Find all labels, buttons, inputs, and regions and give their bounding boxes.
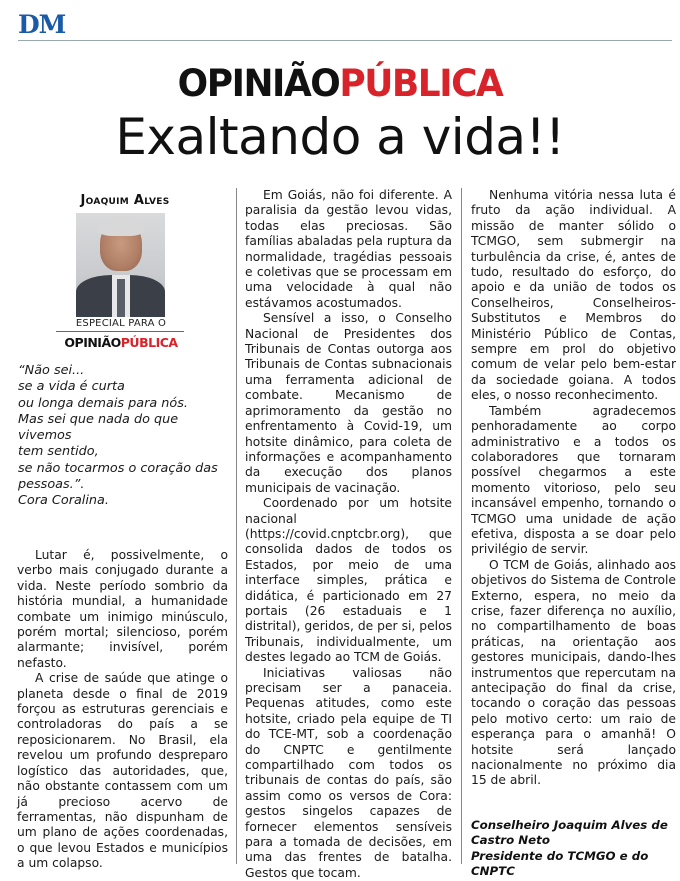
quote-line: Mas sei que nada do que (18, 411, 179, 427)
quote-line: ou longa demais para nós. (18, 395, 188, 411)
quote-attribution: Cora Coralina. (18, 493, 109, 509)
quote-line: “Não sei... (18, 363, 85, 378)
signature-title: Presidente do TCMGO e do CNPTC (471, 848, 649, 879)
paragraph: O TCM de Goiás, alinhado aos objetivos do Sistema de Controle Externo, espera, no meio da crise, fazer diferença no auxílio, no compartilhamento de boas práticas, na orientação aos gestores municipais, dando-lhes instrumentos que repercutam na antecipação do final da crise, tocando o coração das pessoas pelo motivo certo: um raio de esperança para o amanhã! O hotsite será lançado nacionalmente no próximo dia 15 de abril. (471, 557, 676, 788)
article-column-3 (471, 188, 676, 789)
paragraph: Sensível a isso, o Conselho Nacional de Presidentes dos Tribunais de Contas outorga aos Tribunais de Contas subnacionais uma ferramenta adicional de combate. Mecanismo de aprimoramento da gestão no enfrentamento à Covid-19, um hotsite dinâmico, para coleta de informações e acompanhamento da execução dos planos municipais de vacinação. (245, 311, 452, 495)
masthead-logo: DM (18, 10, 66, 39)
quote-line: se a vida é curta (18, 379, 125, 395)
article-column-2 (245, 188, 452, 881)
headline: Exaltando a vida!! (115, 108, 565, 166)
signature-name: Conselheiro Joaquim Alves de Castro Neto (471, 818, 668, 848)
author-signature (471, 818, 676, 880)
mini-logo-part2: PÚBLICA (120, 335, 178, 350)
special-tagline: ESPECIAL PARA O (75, 318, 167, 329)
epigraph-quote (18, 363, 228, 510)
paragraph: A crise de saúde que atinge o planeta desde o final de 2019 forçou as estruturas gerenciais e controladoras do país a se reposicionarem. No Brasil, ela revelou um profundo despreparo logístico das autoridades, que, não obstante contassem com um já precioso acervo de ferramentas, não dispunham de um plano de ações coordenadas, o que levou Estados e municípios a um colapso. (17, 671, 228, 871)
paragraph: Em Goiás, não foi diferente. A paralisia da gestão levou vidas, todas elas preciosas. São famílias abaladas pela ruptura da normalidade, tragédias pessoais e coletivas que se processam em uma velocidade à qual não estávamos acostumados. (245, 188, 452, 310)
author-name: Joaquim Alves (80, 193, 170, 208)
author-photo (76, 213, 165, 317)
section-title (10, 62, 670, 105)
mini-section-logo (56, 335, 186, 350)
column-divider (236, 188, 237, 864)
paragraph: Também agradecemos penhoradamente ao corpo administrativo e a todos os colaboradores que tornaram possível chegarmos a este momento vitorioso, pelo seu incansável empenho, tornando o TCMGO uma unidade de ação efetiva, disposta a se doar pelo privilégio de servir. (471, 403, 676, 557)
section-title-part2: PÚBLICA (339, 62, 503, 105)
tagline-divider (56, 331, 184, 332)
paragraph: Iniciativas valiosas não precisam ser a panaceia. Pequenas atitudes, como este hotsite, criado pela equipe de TI do TCE-MT, sob a coordenação do CNPTC e gentilmente compartilhado com todos os tribunais de contas do país, são assim como os versos de Cora: gestos singelos capazes de fornecer elementos sensíveis para a tomada de decisões, em uma das frentes de batalha. Gestos que tocam. (245, 665, 452, 880)
paragraph: Nenhuma vitória nessa luta é fruto da ação individual. A missão de manter sólido o TCMGO, sem submergir na turbulência da crise, é, antes de tudo, resultado do esforço, do apoio e da união de todos os Conselheiros, Conselheiros-Substitutos e Membros do Ministério Público de Contas, sempre em prol do objetivo comum de velar pelo bem-estar da sociedade goiana. A todos eles, o nosso reconhecimento. (471, 188, 676, 403)
quote-line: vivemos (18, 428, 72, 444)
paragraph: Coordenado por um hotsite nacional (https://covid.cnptcbr.org), que consolida dados de todos os Estados, por meio de uma interface simples, prática e didática, é particionado em 27 portais (26 estaduais e 1 distrital), geridos, de per si, pelos Tribunais, individualmente, um destes legado ao TCM de Goiás. (245, 496, 452, 665)
section-title-part1: OPINIÃO (177, 62, 340, 105)
paragraph: Lutar é, possivelmente, o verbo mais conjugado durante a vida. Neste período sombrio da história mundial, a humanidade combate um inimigo minúsculo, porém mortal; silencioso, porém alarmante; invisível, porém nefasto. (17, 548, 228, 670)
mini-logo-part1: OPINIÃO (64, 335, 121, 350)
quote-line: se não tocarmos o coração das (18, 460, 218, 476)
article-column-1 (17, 548, 228, 872)
masthead-divider (18, 40, 672, 41)
quote-line: tem sentido, (18, 444, 99, 460)
column-divider (461, 188, 462, 864)
quote-line: pessoas.”. (18, 477, 85, 493)
